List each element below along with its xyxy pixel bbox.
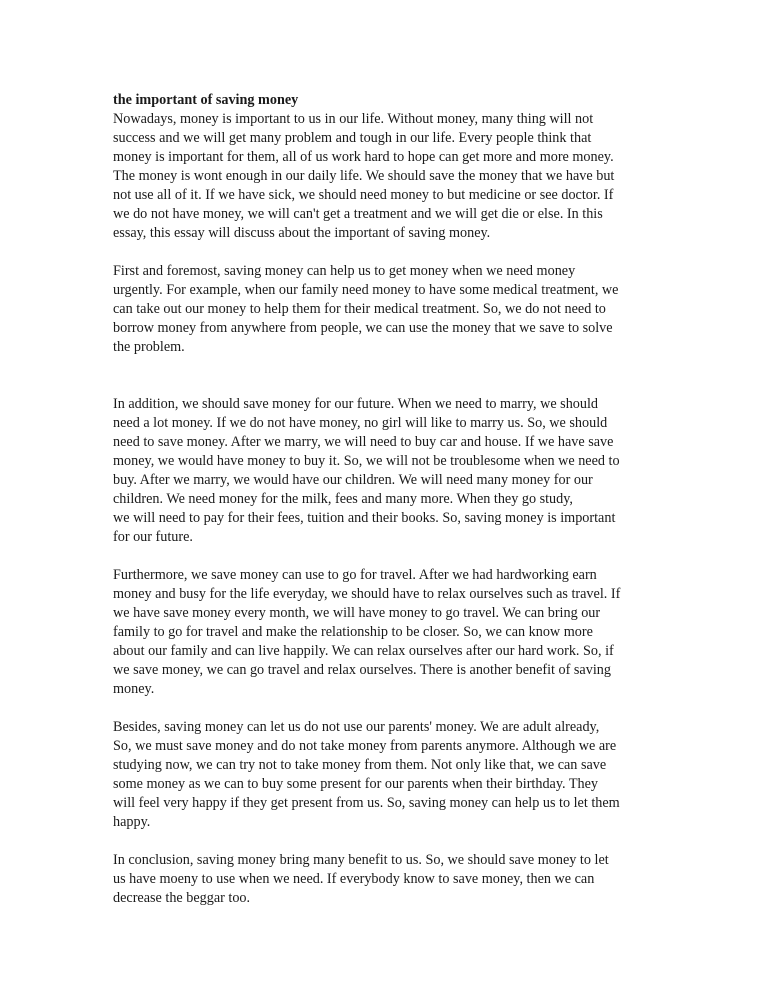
paragraph-line: children. We need money for the milk, fees and many more. When they go study, — [113, 491, 573, 507]
paragraph-line: Furthermore, we save money can use to go for travel. After we had hardworking earn — [113, 567, 597, 583]
paragraph-line: us have moeny to use when we need. If everybody know to save money, then we can — [113, 871, 595, 887]
paragraph-line: buy. After we marry, we would have our children. We will need many money for our — [113, 472, 593, 488]
paragraph-line: money is important for them, all of us work hard to hope can get more and more money. — [113, 149, 614, 165]
paragraph-line: can take out our money to help them for their medical treatment. So, we do not need to — [113, 301, 606, 317]
paragraph-line: essay, this essay will discuss about the important of saving money. — [113, 225, 491, 241]
paragraph-line: we have save money every month, we will have money to go travel. We can bring our — [113, 605, 601, 621]
essay-paragraph — [113, 851, 658, 908]
paragraph-line: the problem. — [113, 339, 185, 355]
paragraph-line: In addition, we should save money for our future. When we need to marry, we should — [113, 396, 599, 412]
paragraph-line: Besides, saving money can let us do not use our parents' money. We are adult already, — [113, 719, 600, 735]
paragraph-line: some money as we can to buy some present for our parents when their birthday. They — [113, 776, 598, 792]
paragraph-line: In conclusion, saving money bring many benefit to us. So, we should save money to let — [113, 852, 609, 868]
essay-title: the important of saving money — [113, 92, 299, 108]
paragraph-line: money, we would have money to buy it. So, we will not be troublesome when we need to — [113, 453, 620, 469]
essay-paragraph — [113, 566, 658, 699]
paragraph-line: need a lot money. If we do not have money, no girl will like to marry us. So, we should — [113, 415, 608, 431]
paragraph-line: we save money, we can go travel and relax ourselves. There is another benefit of saving — [113, 662, 611, 678]
paragraph-line: family to go for travel and make the relationship to be closer. So, we can know more — [113, 624, 593, 640]
paragraph-line: First and foremost, saving money can help us to get money when we need money — [113, 263, 576, 279]
paragraph-line: Nowadays, money is important to us in our life. Without money, many thing will not — [113, 111, 594, 127]
paragraph-line: decrease the beggar too. — [113, 890, 251, 906]
essay-body — [113, 110, 658, 908]
essay-paragraph — [113, 262, 658, 357]
paragraph-line: The money is wont enough in our daily life. We should save the money that we have but — [113, 168, 615, 184]
essay-paragraph — [113, 395, 658, 547]
essay-paragraph — [113, 718, 658, 832]
paragraph-line: studying now, we can try not to take money from them. Not only like that, we can save — [113, 757, 607, 773]
paragraph-line: money and busy for the life everyday, we should have to relax ourselves such as travel. If — [113, 586, 621, 602]
paragraph-line: need to save money. After we marry, we will need to buy car and house. If we have save — [113, 434, 614, 450]
paragraph-line: borrow money from anywhere from people, we can use the money that we save to solve — [113, 320, 613, 336]
paragraph-line: success and we will get many problem and tough in our life. Every people think that — [113, 130, 592, 146]
paragraph-line: money. — [113, 681, 155, 697]
paragraph-line: urgently. For example, when our family need money to have some medical treatment, we — [113, 282, 619, 298]
paragraph-line: for our future. — [113, 529, 193, 545]
paragraph-line: we will need to pay for their fees, tuition and their books. So, saving money is important — [113, 510, 616, 526]
document-page — [113, 91, 658, 927]
essay-paragraph — [113, 110, 658, 243]
paragraph-line: will feel very happy if they get present from us. So, saving money can help us to let them — [113, 795, 620, 811]
paragraph-line: happy. — [113, 814, 151, 830]
paragraph-line: not use all of it. If we have sick, we should need money to but medicine or see doctor. If — [113, 187, 614, 203]
paragraph-line: about our family and can live happily. We can relax ourselves after our hard work. So, if — [113, 643, 614, 659]
paragraph-line: So, we must save money and do not take money from parents anymore. Although we are — [113, 738, 617, 754]
paragraph-line: we do not have money, we will can't get a treatment and we will get die or else. In this — [113, 206, 603, 222]
